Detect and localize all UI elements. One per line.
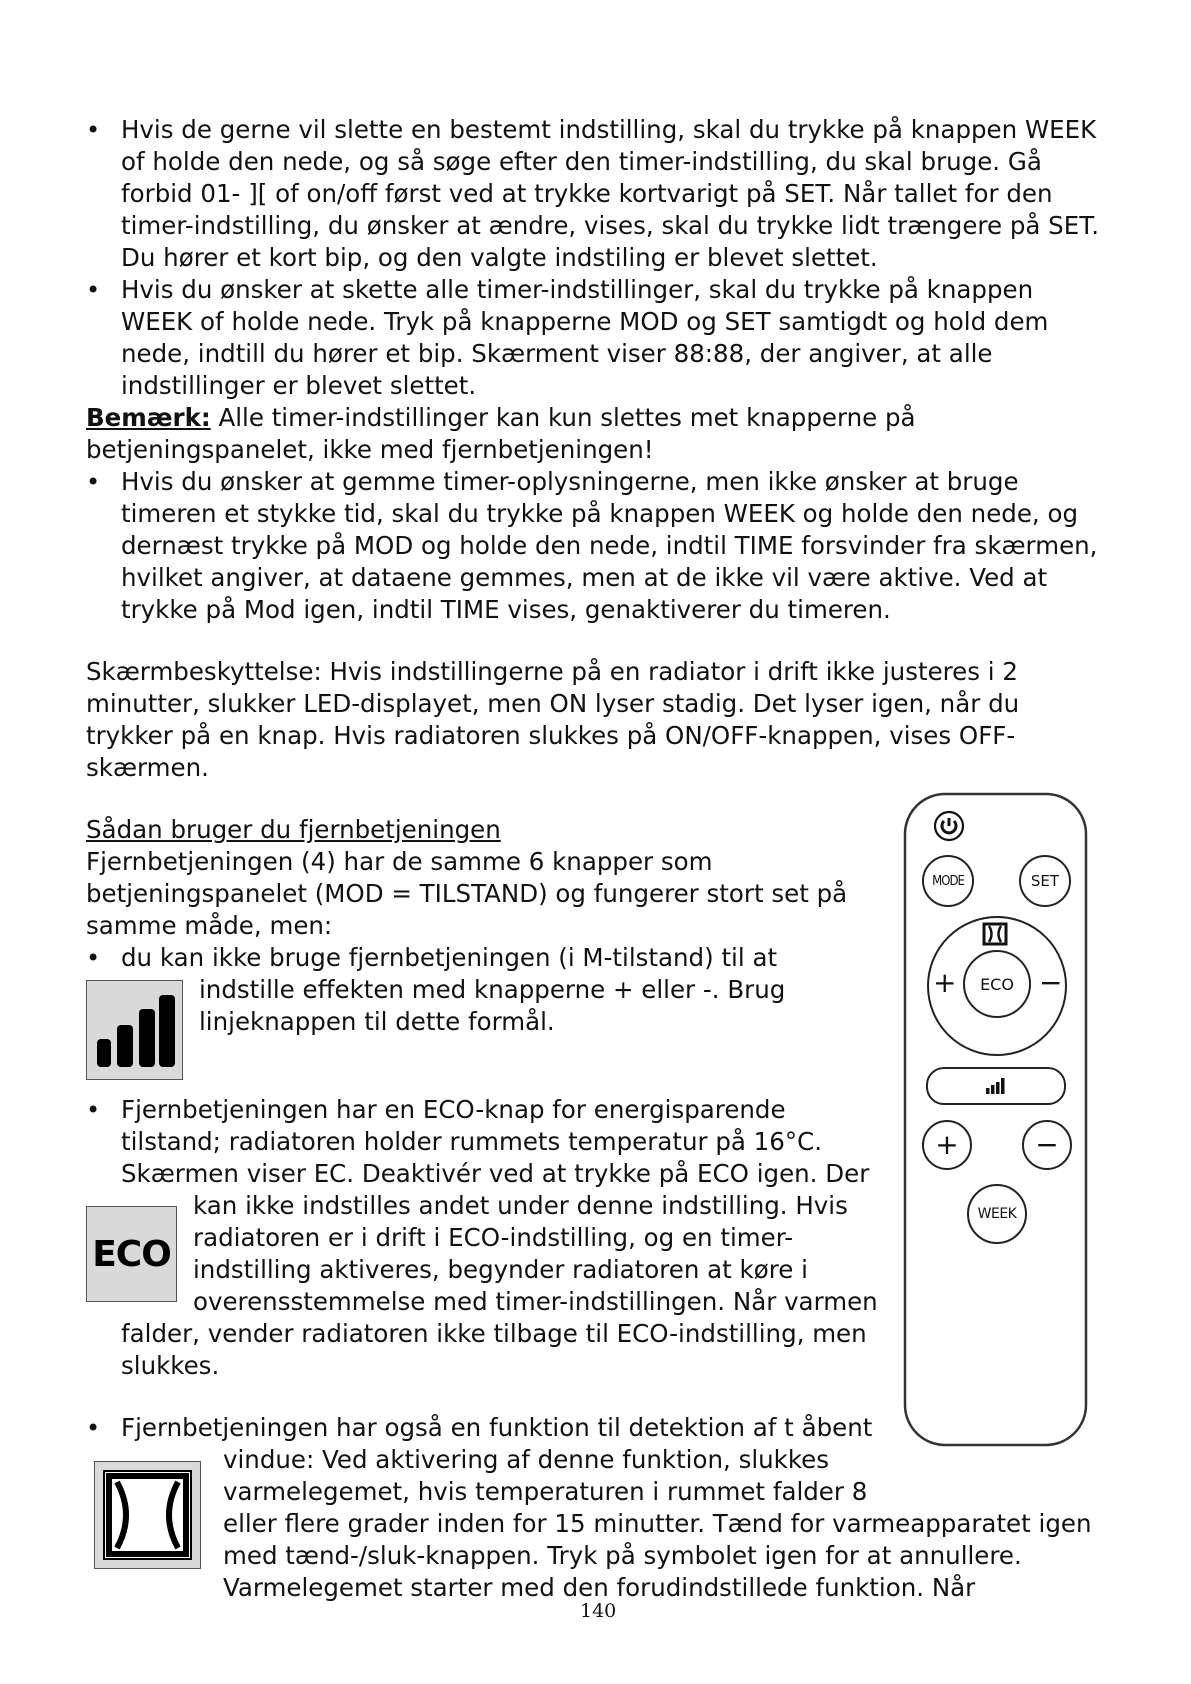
text-line: trykker på en knap. Hvis radiatoren slukkes på ON/OFF-knappen, vises OFF- [86, 721, 1016, 750]
bullet-dot: • [86, 276, 101, 304]
text-line: dernæst trykke på MOD og holde den nede, indtil TIME forsvinder fra skærmen, [121, 531, 1098, 560]
text-line: eller flere grader inden for 15 minutter. Tænd for varmeapparatet igen [223, 1509, 1092, 1538]
text-line: falder, vender radiatoren ikke tilbage til ECO-indstilling, men [121, 1319, 867, 1348]
note-label: Bemærk: [86, 403, 211, 432]
text-line: tilstand; radiatoren holder rummets temperatur på 16°C. [121, 1127, 823, 1156]
note-text: Alle timer-indstillinger kan kun slettes met knapperne på [210, 403, 916, 432]
text-line: Fjernbetjeningen (4) har de samme 6 knapper som [86, 847, 713, 876]
text-line: Skærmbeskyttelse: Hvis indstillingerne på en radiator i drift ikke justeres i 2 [86, 657, 1018, 686]
text-line: WEEK of holde nede. Tryk på knapperne MOD og SET samtigdt og hold dem [121, 307, 1049, 336]
level-button[interactable] [926, 1067, 1066, 1105]
text-line: overensstemmelse med timer-indstillingen. Når varmen [193, 1287, 878, 1316]
eco-icon [86, 1206, 177, 1302]
text-line: samme måde, men: [86, 911, 333, 940]
note-line [86, 402, 916, 434]
remote-control [903, 792, 1088, 1447]
text-line: slukkes. [121, 1351, 220, 1380]
text-line: nede, indtill du hører et bip. Skærment viser 88:88, der angiver, at alle [121, 339, 993, 368]
text-line: forbid 01- ][ of on/off først ved at trykke kortvarigt på SET. Når tallet for den [121, 179, 1053, 208]
plus-button[interactable] [922, 1120, 972, 1170]
bullet-dot: • [86, 468, 101, 496]
section-heading: Sådan bruger du fjernbetjeningen [86, 815, 501, 844]
bullet-dot: • [86, 1414, 101, 1442]
text-line: du kan ikke bruge fjernbetjeningen (i M-tilstand) til at [121, 943, 778, 972]
text-line: Hvis du ønsker at gemme timer-oplysningerne, men ikke ønsker at bruge [121, 467, 1019, 496]
eco-icon-label: ECO [92, 1233, 171, 1275]
minus-button[interactable] [1022, 1120, 1072, 1170]
text-line: kan ikke indstilles andet under denne indstilling. Hvis [193, 1191, 848, 1220]
bullet-dot: • [86, 116, 101, 144]
eco-button-label: ECO [980, 974, 1014, 994]
text-line: minutter, slukker LED-displayet, men ON lyser stadig. Det lyser igen, når du [86, 689, 1020, 718]
text-line: med tænd-/sluk-knappen. Tryk på symbolet igen for at annullere. [223, 1541, 1022, 1570]
text-line: Fjernbetjeningen har en ECO-knap for energisparende [121, 1095, 786, 1124]
text-line: linjeknappen til dette formål. [199, 1007, 555, 1036]
week-button[interactable] [967, 1184, 1027, 1244]
minus-button-label: − [1035, 1128, 1059, 1161]
text-line: indstilling aktiveres, begynder radiatoren at køre i [193, 1255, 808, 1284]
text-line: Hvis de gerne vil slette en bestemt indstilling, skal du trykke på knappen WEEK [121, 115, 1097, 144]
set-button[interactable] [1019, 855, 1071, 907]
text-line: trykke på Mod igen, indtil TIME vises, genaktiverer du timeren. [121, 595, 891, 624]
power-icon[interactable] [933, 810, 965, 842]
text-line: varmelegemet, hvis temperaturen i rummet falder 8 [223, 1477, 868, 1506]
note-line: betjeningspanelet, ikke med fjernbetjeningen! [86, 435, 654, 464]
mode-button-label: MODE [932, 873, 964, 889]
text-line: timeren et stykke tid, skal du trykke på knappen WEEK og holde den nede, og [121, 499, 1079, 528]
text-line: hvilket angiver, at dataene gemmes, men at de ikke vil være aktive. Ved at [121, 563, 1048, 592]
text-line: betjeningspanelet (MOD = TILSTAND) og fungerer stort set på [86, 879, 848, 908]
ring-minus-button[interactable]: − [1039, 966, 1063, 999]
signal-bars-icon [985, 1077, 1007, 1095]
text-line: indstillinger er blevet slettet. [121, 371, 477, 400]
signal-bars-icon [86, 980, 183, 1080]
bullet-dot: • [86, 944, 101, 972]
text-line: Varmelegemet starter med den forudindstillede funktion. Når [223, 1573, 976, 1602]
text-line: Fjernbetjeningen har også en funktion til detektion af t åbent [121, 1413, 873, 1442]
text-line: indstille effekten med knapperne + eller -. Brug [199, 975, 786, 1004]
text-line: Du hører et kort bip, og den valgte indstiling er blevet slettet. [121, 243, 878, 272]
text-line: skærmen. [86, 753, 209, 782]
text-line: timer-indstilling, du ønsker at ændre, vises, skal du trykke lidt trængere på SET. [121, 211, 1100, 240]
mode-button[interactable] [922, 855, 974, 907]
open-window-icon [94, 1461, 201, 1569]
text-line: Hvis du ønsker at skette alle timer-indstillinger, skal du trykke på knappen [121, 275, 1034, 304]
bullet-dot: • [86, 1096, 101, 1124]
eco-button[interactable] [963, 950, 1031, 1018]
page-number: 140 [580, 1600, 617, 1622]
set-button-label: SET [1030, 872, 1060, 890]
ring-plus-button[interactable]: + [933, 966, 957, 999]
text-line: radiatoren er i drift i ECO-indstilling, og en timer- [193, 1223, 794, 1252]
text-line: of holde den nede, og så søge efter den timer-indstilling, du skal bruge. Gå [121, 147, 1042, 176]
text-line: Skærmen viser EC. Deaktivér ved at trykke på ECO igen. Der [121, 1159, 870, 1188]
text-line: vindue: Ved aktivering af denne funktion, slukkes [223, 1445, 830, 1474]
week-button-label: WEEK [977, 1206, 1017, 1222]
plus-button-label: + [935, 1128, 959, 1161]
